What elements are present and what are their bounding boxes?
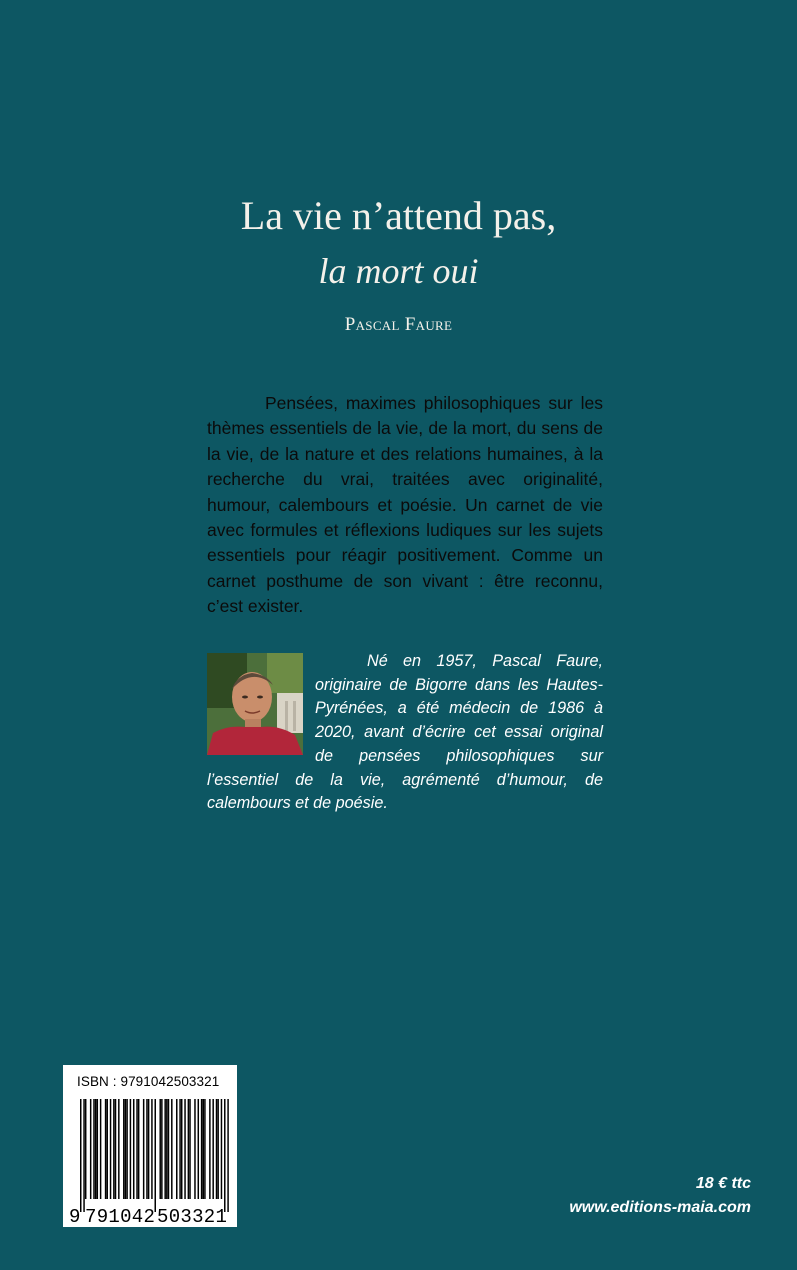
barcode-bar (118, 1099, 119, 1199)
barcode-bar (181, 1099, 182, 1199)
barcode-bar (168, 1099, 169, 1199)
barcode-digit: 9 (69, 1206, 81, 1227)
barcode-bar (221, 1099, 222, 1199)
barcode-bar (161, 1099, 162, 1199)
barcode-bar (110, 1099, 111, 1199)
barcode-bar (194, 1099, 195, 1199)
barcode-bar (227, 1099, 228, 1212)
author-bio (207, 650, 603, 816)
barcode-bar (106, 1099, 107, 1199)
barcode-digit: 5 (157, 1206, 169, 1227)
book-title-line1: La vie n’attend pas, (240, 193, 557, 238)
barcode-bar (146, 1099, 147, 1199)
barcode-bar (97, 1099, 98, 1199)
barcode-digit: 1 (108, 1206, 120, 1227)
price-label: 18 € ttc (695, 1175, 751, 1192)
barcode-digit: 2 (203, 1206, 216, 1227)
barcode-bar (179, 1099, 180, 1199)
barcode-bar (151, 1099, 152, 1199)
barcode-bar (143, 1099, 144, 1199)
book-title-line2: la mort oui (318, 251, 479, 291)
barcode-bar (95, 1099, 96, 1199)
barcode-bar (85, 1099, 86, 1199)
barcode-bar (159, 1099, 160, 1199)
barcode-bar (136, 1099, 137, 1199)
barcode-digit: 9 (96, 1206, 109, 1227)
barcode-bar (133, 1099, 134, 1199)
barcode-bar (176, 1099, 177, 1199)
barcode-bar (171, 1099, 172, 1199)
barcode-digit: 3 (180, 1206, 192, 1227)
isbn-barcode (63, 1065, 237, 1227)
publisher-website: www.editions-maia.com (569, 1199, 751, 1216)
barcode-bar (184, 1099, 185, 1199)
barcode-digit: 2 (143, 1206, 155, 1227)
barcode-bar (212, 1099, 213, 1199)
barcode-bar (201, 1099, 202, 1199)
barcode-digit: 0 (120, 1206, 132, 1227)
author-name: Pascal Faure (344, 314, 453, 335)
barcode-bar (216, 1099, 217, 1199)
barcode-digit: 7 (85, 1206, 97, 1227)
barcode-bar (204, 1099, 205, 1199)
barcode-bar (80, 1099, 81, 1212)
barcode-bar (105, 1099, 106, 1199)
barcode-bar (113, 1099, 114, 1199)
barcode-bar (224, 1099, 225, 1212)
barcode-bar (115, 1099, 116, 1199)
book-blurb: Pensées, maximes philosophiques sur les thèmes essentiels de la vie, de la mort, du sens de la vie, de la nature et des relations humaines, à la recherche du vrai, traitées avec originalité, humour, calembours et poésie. Un carnet de vie avec formules et réflexions ludiques sur les sujets essentiels pour réagir positivement. Comme un carnet posthume de son vivant : être reconnu, c’est exister. (207, 393, 603, 617)
barcode-bar (166, 1099, 167, 1199)
barcode-bar (148, 1099, 149, 1199)
barcode-digit: 0 (168, 1206, 181, 1227)
barcode-bar (130, 1099, 131, 1199)
barcode-bar (100, 1099, 101, 1199)
barcode-bar (209, 1099, 210, 1199)
barcode-bar (164, 1099, 165, 1199)
barcode-digit: 3 (192, 1206, 204, 1227)
barcode-bar (189, 1099, 190, 1199)
barcode-bar (217, 1099, 218, 1199)
barcode-bar (125, 1099, 126, 1199)
barcode-bar (188, 1099, 189, 1199)
barcode-bar (126, 1099, 127, 1199)
barcode-digit: 4 (131, 1206, 144, 1227)
author-bio-text: Né en 1957, Pascal Faure, originaire de Bigorre dans les Hautes-Pyrénées, a été médecin de 1986 à 2020, avant d’écrire cet essai original de pensées philosophiques sur l’essentiel de la vie, agrémenté d’humour, de calembours et de poésie. (207, 652, 603, 813)
barcode-bar (198, 1099, 199, 1199)
barcode-bar (123, 1099, 124, 1199)
barcode-bar (155, 1099, 156, 1212)
barcode-bar (138, 1099, 139, 1199)
barcode-bar (203, 1099, 204, 1199)
barcode-bar (93, 1099, 94, 1199)
barcode-bar (83, 1099, 84, 1212)
barcode-graphic (63, 1065, 237, 1227)
isbn-label: ISBN : 9791042503321 (77, 1074, 220, 1089)
barcode-digit: 1 (215, 1206, 227, 1227)
barcode-bar (90, 1099, 91, 1199)
